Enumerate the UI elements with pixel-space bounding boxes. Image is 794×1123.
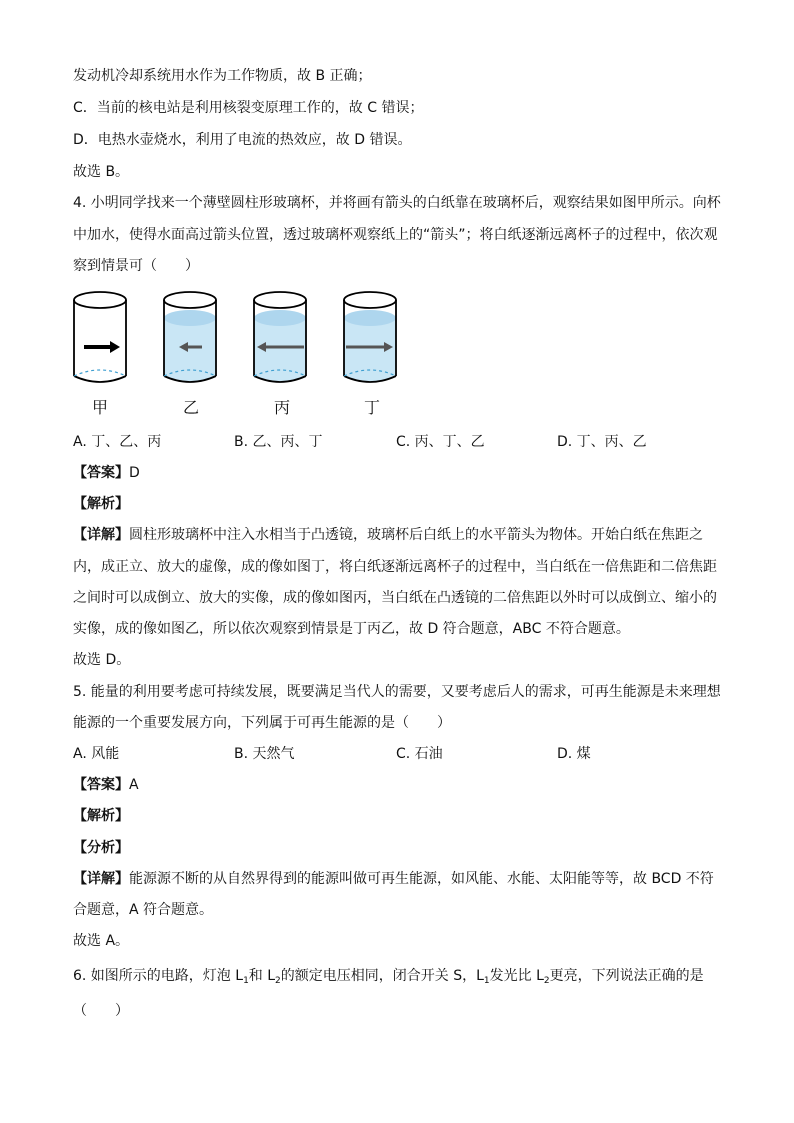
q6-part: 更亮，下列说法正确的是 <box>549 968 704 984</box>
figure-caption: 丙 <box>274 398 291 417</box>
q6-part: 的额定电压相同，闭合开关 S，L <box>280 968 484 984</box>
text-line: D．电热水壶烧水，利用了电流的热效应，故 D 错误。 <box>73 132 412 148</box>
subscript: 1 <box>243 976 249 986</box>
text-line: C．当前的核电站是利用核裂变原理工作的，故 C 错误； <box>73 100 424 116</box>
detail-tag: 【详解】 <box>73 527 129 543</box>
option-c: C. 丙、丁、乙 <box>396 434 485 450</box>
option-a: A. 风能 <box>73 746 120 762</box>
detail-tag: 【详解】 <box>73 871 129 887</box>
detail-text: 圆柱形玻璃杯中注入水相当于凸透镜，玻璃杯后白纸上的水平箭头为物体。开始白纸在焦距之 <box>129 527 703 543</box>
detail-line <box>73 525 703 545</box>
cup-ding <box>344 292 396 382</box>
figure-caption: 乙 <box>183 398 200 417</box>
cup-bing <box>254 292 306 382</box>
answer-line <box>73 775 139 795</box>
question-4-text: 4. 小明同学找来一个薄壁圆柱形玻璃杯，并将画有箭头的白纸靠在玻璃杯后，观察结果如图甲所示。向杯 <box>73 195 721 211</box>
answer-value: D <box>129 465 140 481</box>
question-5-text: 5. 能量的利用要考虑可持续发展，既要满足当代人的需要，又要考虑后人的需求，可再生能源是未来理想 <box>73 684 721 700</box>
cup-yi <box>164 292 216 382</box>
question-6-text: （ ） <box>73 1003 129 1019</box>
figure-caption: 丁 <box>364 398 381 417</box>
text-line: 发动机冷却系统用水作为工作物质，故 B 正确； <box>73 68 372 84</box>
q6-part: 6. 如图所示的电路，灯泡 L <box>73 968 244 984</box>
subscript: 2 <box>275 976 281 986</box>
q6-part: 发光比 L <box>489 968 544 984</box>
option-b: B. 乙、丙、丁 <box>234 434 323 450</box>
subscript: 1 <box>483 976 490 986</box>
option-d: D. 煤 <box>557 746 591 762</box>
answer-tag: 【答案】 <box>73 777 129 793</box>
conclusion-line: 故选 D。 <box>73 652 131 668</box>
figure-caption: 甲 <box>92 398 109 417</box>
detail-line: 内，成正立、放大的虚像，成的像如图丁，将白纸逐渐远离杯子的过程中，当白纸在一倍焦距和二倍焦距 <box>73 559 717 575</box>
cup-jia <box>74 292 126 382</box>
option-d: D. 丁、丙、乙 <box>557 434 647 450</box>
detail-line: 实像，成的像如图乙，所以依次观察到情景是丁丙乙，故 D 符合题意，ABC 不符合题意。 <box>73 621 630 637</box>
detail-text: 能源源不断的从自然界得到的能源叫做可再生能源，如风能、水能、太阳能等等，故 BCD 不符 <box>129 871 714 887</box>
q6-part: 和 L <box>248 968 276 984</box>
answer-tag: 【答案】 <box>73 465 129 481</box>
question-6-text <box>73 966 704 988</box>
answer-value: A <box>129 777 139 793</box>
answer-line <box>73 463 140 483</box>
question-5-text: 能源的一个重要发展方向，下列属于可再生能源的是（ ） <box>73 715 451 731</box>
option-a: A. 丁、乙、丙 <box>73 434 162 450</box>
option-c: C. 石油 <box>396 746 443 762</box>
text-line: 故选 B。 <box>73 164 130 180</box>
conclusion-line: 故选 A。 <box>73 933 130 949</box>
option-b: B. 天然气 <box>234 746 295 762</box>
subscript: 2 <box>543 976 550 986</box>
fenxi-tag: 【分析】 <box>73 840 129 856</box>
detail-line: 合题意，A 符合题意。 <box>73 902 214 918</box>
analysis-tag: 【解析】 <box>73 808 129 824</box>
detail-line <box>73 869 714 889</box>
question-4-text: 察到情景可（ ） <box>73 258 199 274</box>
analysis-tag: 【解析】 <box>73 496 129 512</box>
detail-line: 之间时可以成倒立、放大的实像，成的像如图丙，当白纸在凸透镜的二倍焦距以外时可以成倒立、缩小的 <box>73 590 717 606</box>
question-4-text: 中加水，使得水面高过箭头位置，透过玻璃杯观察纸上的“箭头”；将白纸逐渐远离杯子的过程中，依次观 <box>73 227 718 243</box>
